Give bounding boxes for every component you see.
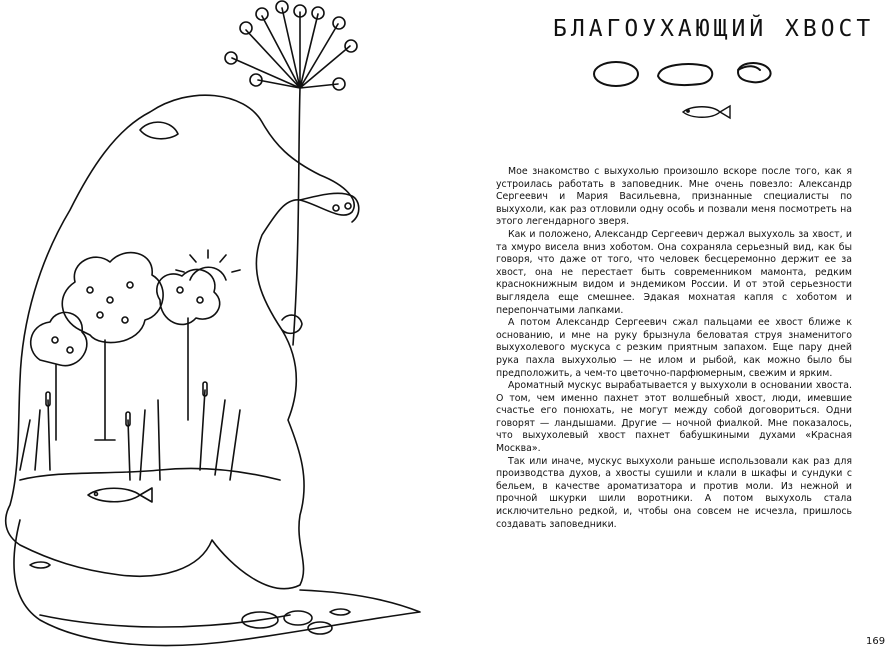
lily-pads (242, 611, 332, 634)
paragraph: А потом Александр Сергеевич сжал пальцами ее хвост ближе к основанию, и мне на руку брызнула беловатая струя знаменитого выхухолевого мускуса с резким приятным запахом. Еще пару дней рука пахла выхухолью — не илом и рыбой, как можно было бы предположить, а чем-то цветочно-парфюмерным, свежим и ярким. (496, 317, 852, 379)
paragraph: Так или иначе, мускус выхухоли раньше использовали как раз для производства духов, а хвосты сушили и клали в шкафы и сундуки с бельем, в качестве ароматизатора и против моли. Из нежной и прочной шкурки шили воротники. А потом выхухоль стала исключительно редкой, и, чтобы она совсем не исчезла, пришлось создавать заповедники. (496, 455, 852, 530)
paragraph: Как и положено, Александр Сергеевич держал выхухоль за хвост, и та хмуро висела вниз хоботом. Она сохраняла серьезный вид, как бы говоря, что даже от того, что человек бесцеремонно держит ее за хвост, она не перестает быть современником мамонта, редким краснокнижным видом и эндемиком России. И от этой серьезности выглядела еще смешнее. Эдакая мохнатая капля с хоботом и перепончатыми лапками. (496, 228, 852, 316)
sun (176, 250, 240, 280)
desman-tail (14, 520, 420, 645)
page-title: БЛАГОУХАЮЩИЙ ХВОСТ (553, 16, 875, 42)
acorns (52, 282, 203, 353)
decorative-fish-bubbles (588, 52, 788, 132)
trees (31, 253, 220, 440)
article-body (496, 166, 852, 531)
reeds (20, 382, 240, 480)
paragraph: Ароматный мускус вырабатывается у выхухоли в основании хвоста. О том, чем именно пахнет этот волшебный хвост, люди, имевшие счастье его понюхать, не могут между собой договориться. Одни говорят — ландышами. Другие — ночной фиалкой. Мне показалось, что выхухолевый хвост пахнет бабушкиными духами «Красная Москва». (496, 380, 852, 455)
flower-umbel (225, 1, 357, 345)
page-number: 169 (866, 636, 886, 647)
paragraph: Мое знакомство с выхухолью произошло вскоре после того, как я устроилась работать в заповедник. Мне очень повезло: Александр Сергеевич и Мария Васильевна, признанные специалисты по выхухоли, как раз отловили одну особь и позвали меня посмотреть на этого легендарного зверя. (496, 166, 852, 228)
fish-icon (683, 106, 730, 118)
